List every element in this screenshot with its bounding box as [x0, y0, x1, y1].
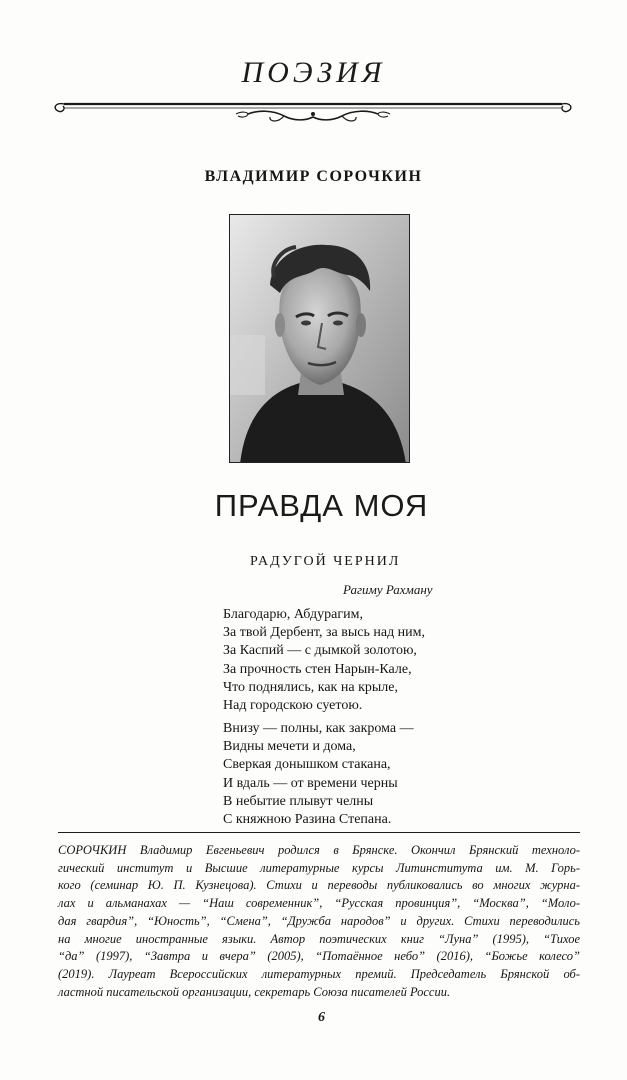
bio-line: на многие иностранные языки. Автор поэтических книг “Луна” (1995), “Тихое	[58, 931, 580, 946]
author-bio	[58, 842, 580, 1001]
bio-line: СОРОЧКИН Владимир Евгеньевич родился в Брянске. Окончил Брянский техноло-	[58, 843, 580, 857]
bio-line: “да” (1997), “Завтра и вчера” (2005), “Потаённое небо” (2016), “Божье колесо”	[58, 949, 580, 964]
poem-line: Над городскою суетою.	[223, 698, 363, 714]
poem-line: Благодарю, Абдурагим,	[223, 607, 363, 622]
footnote-divider	[58, 832, 580, 833]
bio-line: дая гвардия”, “Юность”, “Смена”, “Дружба народов” и других. Стихи переводились	[58, 913, 580, 928]
poem-line: За твой Дербент, за высь над ним,	[223, 625, 426, 641]
bio-line: лах и альманахах — “Наш современник”, “Русская провинция”, “Москва”, “Моло-	[58, 896, 580, 911]
poem-line: За прочность стен Нарын-Кале,	[223, 661, 412, 677]
bio-line: кого (семинар Ю. П. Кузнецова). Стихи и переводы публиковались во многих журна-	[58, 878, 580, 893]
poem-title: РАДУГОЙ ЧЕРНИЛ	[250, 554, 401, 569]
section-title: ПОЭЗИЯ	[241, 56, 386, 89]
poem-line: Видны мечети и дома,	[223, 739, 356, 755]
author-photo	[229, 214, 410, 463]
bio-line: (2019). Лауреат Всероссийских литературных премий. Председатель Брянской об-	[58, 966, 580, 981]
poem-line: Сверкая донышком стакана,	[223, 757, 391, 773]
poem-line: В небытие плывут челны	[223, 793, 374, 809]
bio-line: ластной писательской организации, секретарь Союза писателей России.	[58, 984, 451, 999]
poem-line: Внизу — полны, как закрома —	[223, 721, 414, 736]
poem-line: С княжною Разина Степана.	[223, 812, 392, 828]
poem-stanza	[223, 720, 414, 829]
cycle-title: ПРАВДА МОЯ	[214, 488, 429, 523]
poem-line: Что поднялись, как на крыле,	[223, 679, 398, 695]
header-ornament	[48, 90, 578, 130]
poem-line: За Каспий — с дымкой золотою,	[223, 643, 417, 659]
poem-stanza	[223, 606, 425, 715]
page-number: 6	[318, 1010, 325, 1025]
author-name: ВЛАДИМИР СОРОЧКИН	[204, 168, 423, 185]
bio-line: гический институт и Высшие литературные курсы Литинститута им. М. Горь-	[58, 860, 580, 875]
poem-line: И вдаль — от времени черны	[223, 775, 398, 791]
poem-dedication: Рагиму Рахману	[343, 582, 433, 597]
